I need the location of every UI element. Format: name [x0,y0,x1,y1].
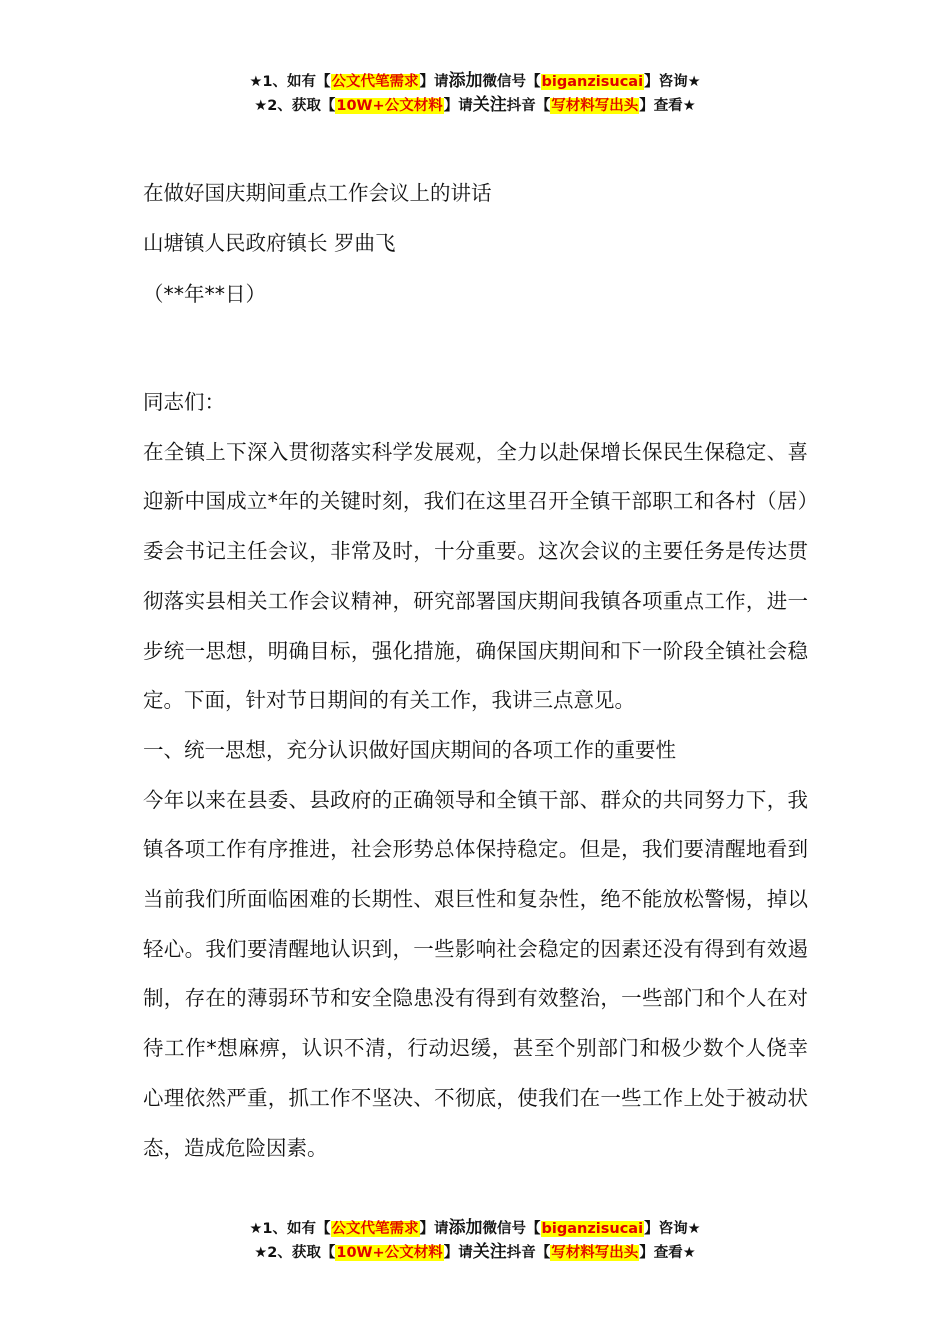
document-title: 在做好国庆期间重点工作会议上的讲话 [143,181,492,205]
promo-emphasis: 添加 [448,71,483,91]
promo-text: 】查看★ [639,98,696,114]
promo-line-1 [0,70,950,94]
promo-text: 抖音【 [506,1245,551,1261]
promo-highlight: 10W+公文材料 [336,98,443,114]
promo-douyin-id: 写材料写出头 [551,1245,639,1261]
promo-banner-top [0,70,950,118]
promo-text: 】请 [443,1245,473,1261]
document-author: 山塘镇人民政府镇长 罗曲飞 [143,231,396,255]
document-date: （**年**日） [143,282,266,306]
speech-text [143,378,808,1173]
promo-text: ★2、获取【 [254,98,336,114]
promo-emphasis: 添加 [448,1218,483,1238]
promo-line-1 [0,1217,950,1241]
promo-douyin-id: 写材料写出头 [551,98,639,114]
promo-highlight: 公文代笔需求 [331,1221,419,1237]
promo-text: 】咨询★ [644,1221,701,1237]
promo-highlight: 公文代笔需求 [331,74,419,90]
promo-banner-bottom [0,1217,950,1265]
promo-emphasis: 关注 [472,1242,507,1262]
promo-line-2 [0,94,950,118]
promo-wechat-id: biganzisucai [541,74,644,90]
promo-text: 微信号【 [482,74,541,90]
promo-highlight: 10W+公文材料 [336,1245,443,1261]
promo-text: 】请 [419,74,449,90]
promo-text: 抖音【 [506,98,551,114]
promo-text: 微信号【 [482,1221,541,1237]
promo-text: ★2、获取【 [254,1245,336,1261]
promo-line-2 [0,1241,950,1265]
promo-text: 】请 [419,1221,449,1237]
paragraph-intro: 在全镇上下深入贯彻落实科学发展观，全力以赴保增长保民生保稳定、喜迎新中国成立*年的关键时刻，我们在这里召开全镇干部职工和各村（居）委会书记主任会议，非常及时，十分重要。这次会议的主要任务是传达贯彻落实县相关工作会议精神，研究部署国庆期间我镇各项重点工作，进一步统一思想，明确目标，强化措施，确保国庆期间和下一阶段全镇社会稳定。下面，针对节日期间的有关工作，我讲三点意见。 [143,439,808,713]
promo-text: 】咨询★ [644,74,701,90]
promo-text: 】查看★ [639,1245,696,1261]
promo-emphasis: 关注 [472,95,507,115]
promo-text: ★1、如有【 [249,1221,331,1237]
promo-text: 】请 [443,98,473,114]
paragraph-section-1: 今年以来在县委、县政府的正确领导和全镇干部、群众的共同努力下，我镇各项工作有序推进，社会形势总体保持稳定。但是，我们要清醒地看到当前我们所面临困难的长期性、艰巨性和复杂性，绝不能放松警惕，掉以轻心。我们要清醒地认识到，一些影响社会稳定的因素还没有得到有效遏制，存在的薄弱环节和安全隐患没有得到有效整治，一些部门和个人在对待工作*想麻痹，认识不清，行动迟缓，甚至个别部门和极少数个人侥幸心理依然严重，抓工作不坚决、不彻底，使我们在一些工作上处于被动状态，造成危险因素。 [143,787,808,1160]
section-heading-1: 一、统一思想，充分认识做好国庆期间的各项工作的重要性 [143,737,676,762]
salutation: 同志们： [143,390,225,414]
promo-text: ★1、如有【 [249,74,331,90]
promo-wechat-id: biganzisucai [541,1221,644,1237]
